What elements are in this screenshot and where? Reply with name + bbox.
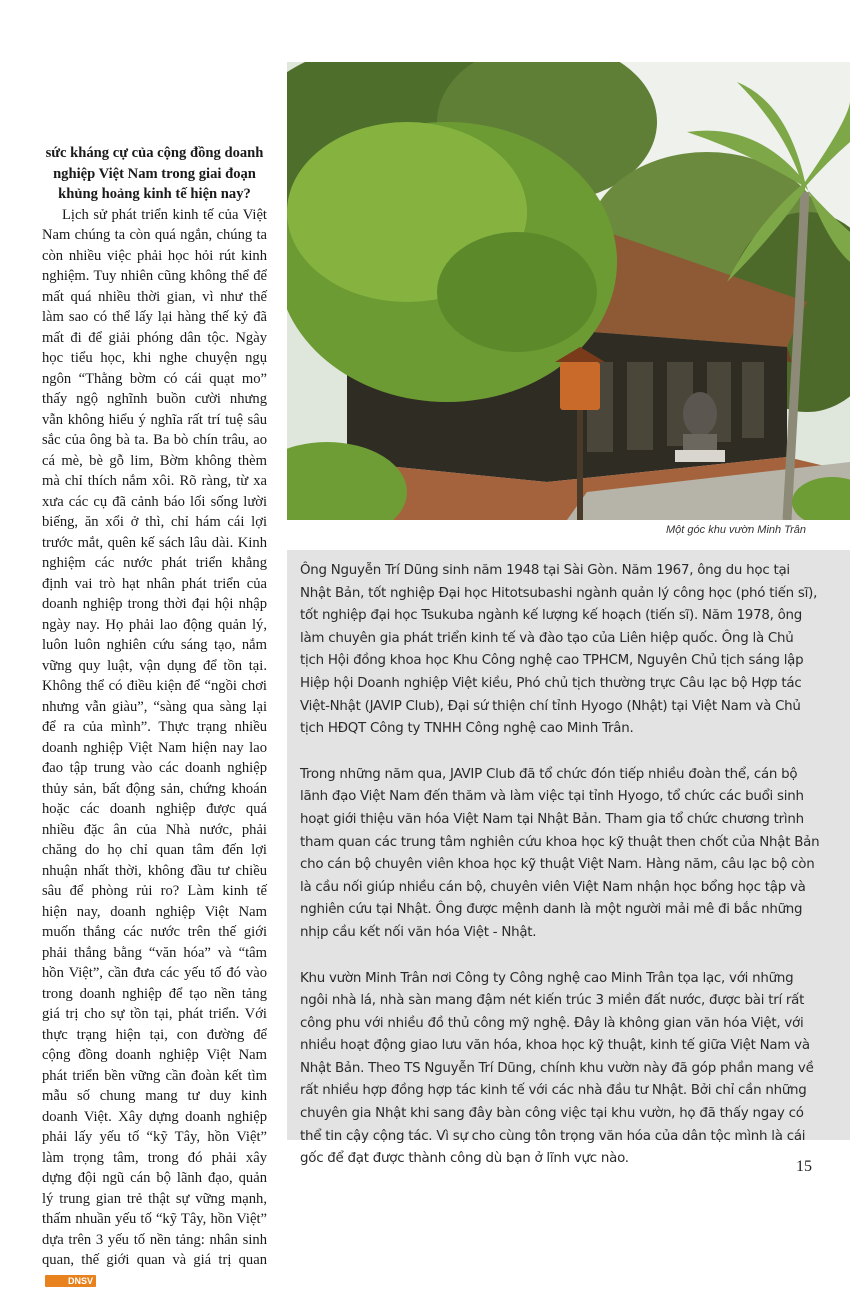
biography-box: [287, 550, 850, 1140]
biography-box-content: [287, 550, 850, 1171]
article-left-column: [42, 143, 267, 1291]
photo-caption: Một góc khu vườn Minh Trân: [666, 524, 806, 536]
article-body: [42, 205, 267, 1291]
article-body-text: Lịch sử phát triển kinh tế của Việt Nam chúng ta còn quá ngắn, chúng ta còn nhiều việc phải học hỏi rút kinh nghiệm. Tuy nhiên cũng không thể để mất quá nhiều thời gian, vì như thế làm sao có thể lấy lại hàng thế kỷ đã mất đi để giải phóng dân tộc. Ngày học tiểu học, khi nghe chuyện ngụ ngôn “Thằng bờm có cái quạt mo” thấy ngộ nghĩnh buồn cười nhưng vẫn không hiểu ý nghĩa rất trí tuệ sâu sắc của ông bà ta. Ba bò chín trâu, ao cá mè, bè gỗ lim, Bờm không thèm mà chỉ thích nắm xôi. Rõ ràng, từ xa xưa các cụ đã cảnh báo lối sống lười biếng, ăn xổi ở thì, chỉ hám cái lợi trước mắt, quên kế sách lâu dài. Kinh nghiệm các nước phát triển khẳng định vai trò hạt nhân phát triển của doanh nghiệp trong thời đại hội nhập ngày nay. Họ phải lao động quản lý, luôn luôn nghiên cứu sáng tạo, nắm vững quy luật, vận dụng để tồn tại. Không thể có điều kiện để “ngồi chơi nhưng vẫn giàu”, “sàng qua sàng lại để ra của mình”. Thực trạng nhiều doanh nghiệp Việt Nam hiện nay lao đao tập trung vào các doanh nghiệp thủy sản, bất động sản, chứng khoán hoặc các doanh nghiệp được quá nhiều đặc ân của Nhà nước, phải chăng do họ chỉ quan tâm đến lợi nhuận nhất thời, không đầu tư chiều sâu để phòng rủi ro? Làm kinh tế hiện nay, doanh nghiệp Việt Nam muốn thắng các nước trên thế giới phải thắng bằng “văn hóa” và “tâm hồn Việt”, cần đưa các yếu tố đó vào trong doanh nghiệp để tạo nền tảng giá trị cho sự tồn tại, phát triển. Với thực trạng hiện tại, con đường để cộng đồng doanh nghiệp Việt Nam phát triển bền vững cần đoàn kết tìm mẫu số chung mang tư duy kinh doanh Việt. Xây dựng doanh nghiệp phải lấy yếu tố “kỹ Tây, hồn Việt” làm trọng tâm, trong đó phải xây dựng đội ngũ cán bộ lãnh đạo, quản lý trung gian trẻ thật sự vững mạnh, thấm nhuần yếu tố “kỹ Tây, hồn Việt” dựa trên 3 yếu tố nền tảng: nhân sinh quan, thế giới quan và giá trị quan: [42, 207, 267, 1269]
end-mark-logo: DNSV: [45, 1275, 96, 1287]
garden-photo: [287, 62, 850, 520]
page-number: 15: [796, 1158, 812, 1176]
article-question: sức kháng cự của cộng đồng doanh nghiệp Việt Nam trong giai đoạn khủng hoảng kinh tế hiện nay?: [42, 143, 267, 205]
javip-paragraph: Trong những năm qua, JAVIP Club đã tổ chức đón tiếp nhiều đoàn thể, cán bộ lãnh đạo Việt Nam đến thăm và làm việc tại tỉnh Hyogo, tổ chức các buổi sinh hoạt giới thiệu văn hóa Việt Nam tại Nhật Bản. Tham gia tổ chức chương trình tham quan các trung tâm nghiên cứu khoa học kỹ thuật then chốt của Nhật Bản cho cán bộ chuyên viên khoa học kỹ thuật Việt Nam. Hàng năm, câu lạc bộ còn là cầu nối giúp nhiều cán bộ, chuyên viên Việt Nam nhận học bổng học tập và nghiên cứu tại Nhật. Ông được mệnh danh là một người mải mê đi bắc những nhịp cầu kết nối văn hóa Việt - Nhật.: [300, 764, 820, 945]
garden-photo-illustration: [287, 62, 850, 520]
garden-paragraph: Khu vườn Minh Trân nơi Công ty Công nghệ cao Minh Trân tọa lạc, với những ngôi nhà lá, nhà sàn mang đậm nét kiến trúc 3 miền đất nước, được bài trí rất công phu với nhiều đồ thủ công mỹ nghệ. Đây là không gian văn hóa Việt, với nhiều hoạt động giao lưu văn hóa, khoa học kỹ thuật, kinh tế giữa Việt Nam và Nhật Bản. Theo TS Nguyễn Trí Dũng, chính khu vườn này đã góp phần mang về rất nhiều hợp đồng hợp tác kinh tế với các nhà đầu tư Nhật. Bởi chỉ cần những chuyên gia Nhật khi sang đây bàn công việc tại khu vườn, họ đã thấy ngay có thể tin cậy cộng tác. Vì sự cho cùng tôn trọng văn hóa của dân tộc mình là cái gốc để đạt được thành công dù bạn ở lĩnh vực nào.: [300, 968, 820, 1171]
bio-paragraph: Ông Nguyễn Trí Dũng sinh năm 1948 tại Sài Gòn. Năm 1967, ông du học tại Nhật Bản, tốt nghiệp Đại học Hitotsubashi ngành quản lý công học (phó tiến sĩ), tốt nghiệp đại học Tsukuba ngành kế lượng kế hoạch (tiến sĩ). Năm 1978, ông làm chuyên gia phát triển kinh tế và đào tạo của Liên hiệp quốc. Ông là Chủ tịch Hội đồng khoa học Khu Công nghệ cao TPHCM, Nguyên Chủ tịch sáng lập Hiệp hội Doanh nghiệp Việt kiều, Phó chủ tịch thường trực Câu lạc bộ Hợp tác Việt-Nhật (JAVIP Club), Đại sứ thiện chí tỉnh Hyogo (Nhật) tại Việt Nam và Chủ tịch HĐQT Công ty TNHH Công nghệ cao Minh Trân.: [300, 560, 820, 741]
